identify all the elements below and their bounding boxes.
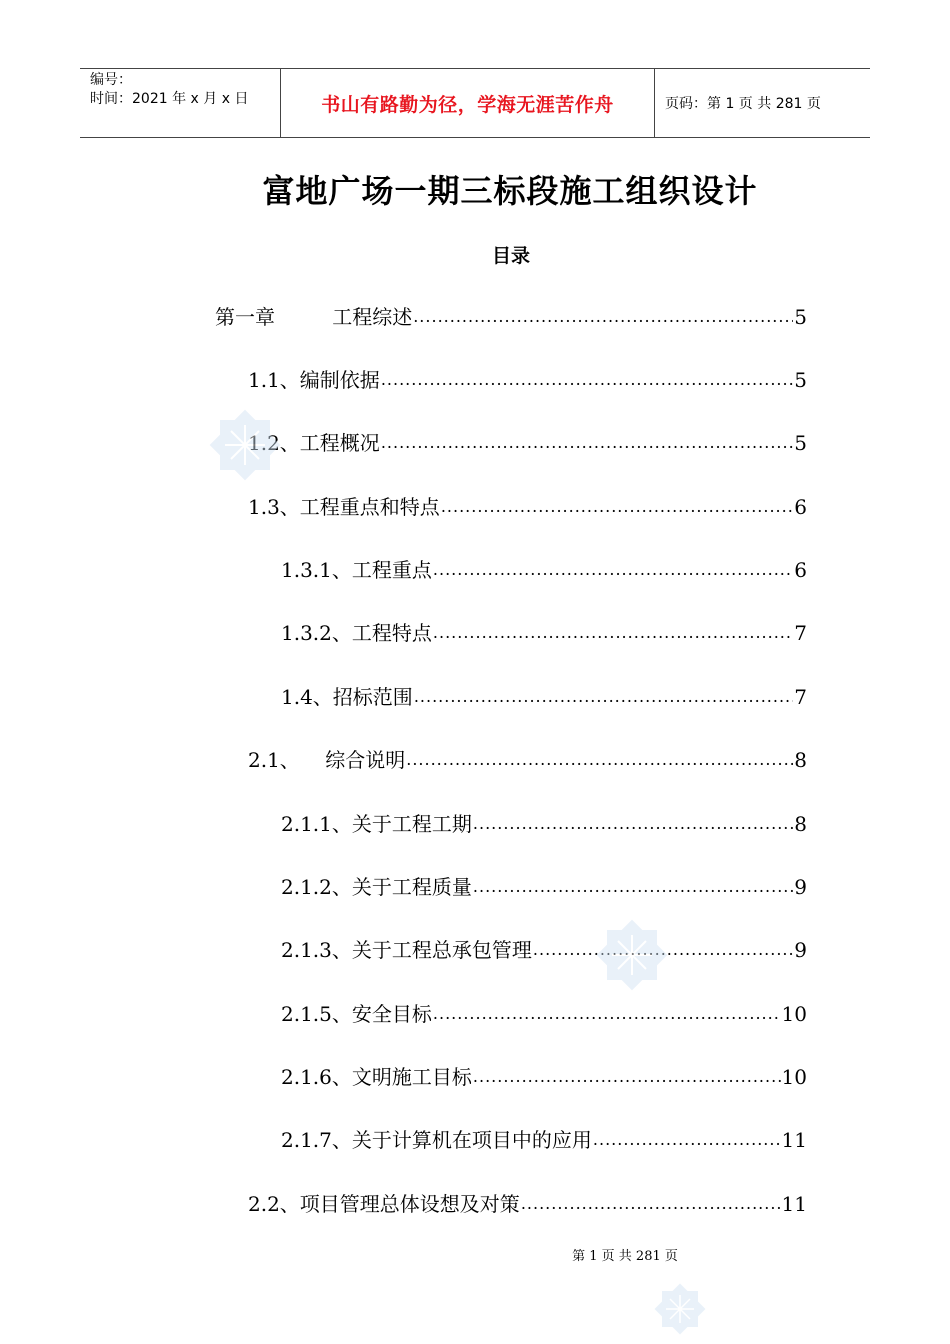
toc-entry[interactable] [281,933,807,963]
toc-entry-label: 2.1.1、关于工程工期 [281,812,472,836]
toc-entry[interactable] [281,870,807,900]
toc-entry[interactable] [281,1123,807,1153]
toc-entry-page: 7 [794,621,807,645]
toc-entry[interactable] [281,807,807,837]
toc-heading: 目录 [491,245,530,267]
toc-entry-page: 5 [794,305,807,329]
toc-leader-dots [473,874,793,900]
toc-leader-dots [441,494,793,520]
toc-entry-page: 6 [794,495,807,519]
toc-entry-page: 11 [781,1128,807,1152]
toc-entry-page: 5 [794,431,807,455]
header-meta [80,69,280,137]
toc-entry-label: 1.4、招标范围 [281,685,413,709]
toc-entry-label: 2.1.5、安全目标 [281,1002,432,1026]
page-footer: 第 1 页 共 281 页 [572,1249,678,1264]
page-header-table [80,68,870,138]
toc-entry[interactable] [248,490,807,520]
toc-entry-label: 2.1.7、关于计算机在项目中的应用 [281,1128,592,1152]
toc-entry[interactable] [248,363,807,393]
toc-entry[interactable] [281,997,807,1027]
document-number-label: 编号： [90,72,132,88]
toc-entry[interactable] [281,1060,807,1090]
toc-leader-dots [433,620,793,646]
toc-entry-page: 9 [794,875,807,899]
toc-leader-dots [473,811,793,837]
document-title: 富地广场一期三标段施工组织设计 [262,172,758,210]
header-motto: 书山有路勤为径，学海无涯苦作舟 [280,69,655,137]
toc-entry-page: 11 [781,1192,807,1216]
toc-leader-dots [381,367,793,393]
toc-entry[interactable] [215,300,807,330]
toc-entry-label: 2.2、项目管理总体设想及对策 [248,1192,520,1216]
toc-leader-dots [406,747,793,773]
toc-leader-dots [413,304,793,330]
toc-entry-label: 2.1.2、关于工程质量 [281,875,472,899]
toc-entry[interactable] [281,680,807,710]
toc-entry-label: 2.1、 综合说明 [248,748,406,772]
toc-entry[interactable] [281,553,807,583]
header-page-info: 页码：第 1 页 共 281 页 [665,96,821,112]
toc-leader-dots [381,430,793,456]
toc-entry-page: 8 [794,748,807,772]
toc-entry-page: 5 [794,368,807,392]
watermark-snowflake-icon [190,395,300,495]
toc-entry-page: 7 [794,685,807,709]
toc-entry-page: 9 [794,938,807,962]
toc-leader-dots [433,557,793,583]
toc-leader-dots [414,684,793,710]
toc-entry[interactable] [248,1187,807,1217]
toc-entry-label: 1.3.2、工程特点 [281,621,432,645]
toc-entry[interactable] [281,616,807,646]
toc-entry[interactable] [248,743,807,773]
toc-entry-page: 6 [794,558,807,582]
watermark-snowflake-icon [575,905,690,1005]
toc-entry[interactable] [248,426,807,456]
toc-entry-label: 第一章 工程综述 [215,305,413,329]
toc-entry-label: 1.3.1、工程重点 [281,558,432,582]
watermark-snowflake-icon [640,1275,720,1344]
toc-leader-dots [521,1191,781,1217]
toc-entry-label: 2.1.6、文明施工目标 [281,1065,472,1089]
toc-entry-page: 10 [781,1002,807,1026]
toc-leader-dots [473,1064,781,1090]
toc-entry-label: 1.3、工程重点和特点 [248,495,440,519]
toc-entry-page: 10 [781,1065,807,1089]
toc-leader-dots [593,1127,781,1153]
toc-entry-label: 2.1.3、关于工程总承包管理 [281,938,532,962]
toc-entry-page: 8 [794,812,807,836]
toc-entry-label: 1.1、编制依据 [248,368,380,392]
toc-entry-label: 1.2、工程概况 [248,431,380,455]
document-time-label: 时间：2021 年 x 月 x 日 [90,91,249,107]
